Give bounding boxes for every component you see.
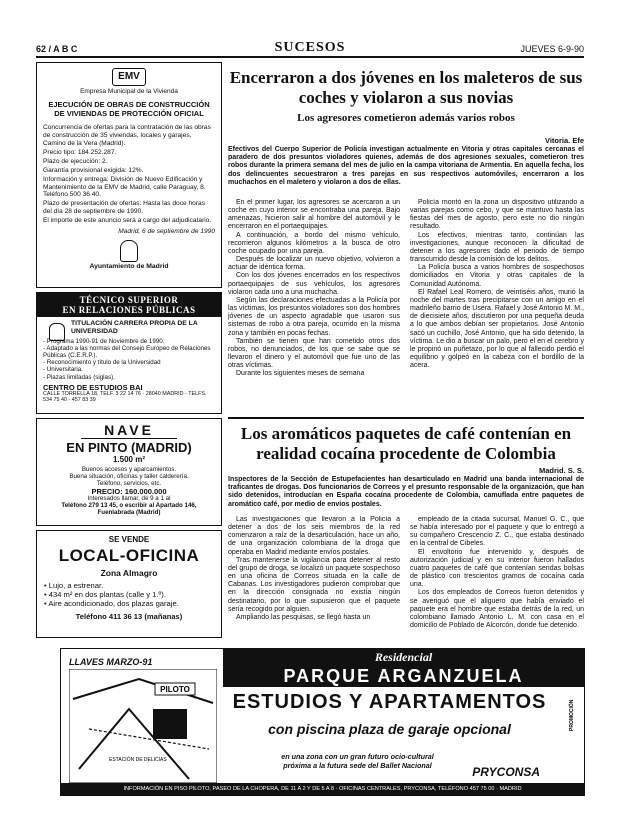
article2-headline: Los aromáticos paquetes de café contenían en realidad cocaína procedente de Colombia <box>240 424 572 463</box>
side-label <box>564 693 578 733</box>
emv-notice <box>36 62 222 288</box>
map-piloto-label: PILOTO <box>160 685 190 694</box>
emv-paragraph: Concurrencia de ofertas para la contratación de las obras de construcción de 35 viviendas, locales y garajes, Camino de la Vera (Madrid). <box>43 124 211 147</box>
nave-line: Teléfono, servicios, etc. <box>96 480 162 488</box>
tecnico-center: CENTRO DE ESTUDIOS BAI <box>43 382 143 392</box>
nave-size: 1.500 m² <box>112 455 146 464</box>
local-zone: Zona Almagro <box>100 568 158 578</box>
local-feature: • Lujo, a estrenar. <box>44 581 104 590</box>
divider <box>228 417 584 419</box>
emv-paragraph: Precio tipo: 184.252.287. <box>43 148 117 156</box>
ad-parque: PARQUE ARGANZUELA <box>223 665 584 687</box>
paragraph: A continuación, a bordo del mismo vehículo, recorrieron algunos kilómetros a la busca de otro coche ocupado por una pareja. <box>228 231 400 255</box>
paragraph: Tras mantenerse la vigilancia para detener al resto del grupo de droga, se localizó un paquete sospechoso en una oficina de Correos situada en la calle de Cabanas. Los investigadores pudieron comprobar que en la dirección consignada no existía ningún destinatario, por lo que supusieron que el paquete sería recogido por alguien. <box>228 556 400 613</box>
nave-line: Buena situación, oficinas y taller calderería. <box>69 473 189 481</box>
emv-paragraph: Información y entrega: División de Nuevo Edificación y Mantenimiento de la EMV de Madrid, calle Paraguay, 8. Teléfono 500 36 40. <box>43 175 206 199</box>
emv-paragraph: Plazo de presentación de ofertas: Hasta las doce horas del día 28 de septiembre de 1990. <box>43 200 206 216</box>
emv-footer: Ayuntamiento de Madrid <box>89 262 169 270</box>
paragraph: Con los dos jóvenes encerrados en los respectivos portaequipajes de sus vehículos, los agresores violaron cada uno a una muchacha. <box>228 272 400 296</box>
page-header <box>36 40 584 58</box>
tecnico-line: - Plazas limitadas (siglas). <box>43 373 115 381</box>
nave-contact: Teléfono 279 13 45, o escribir al Apartado 146, Fuenlabrada (Madrid) <box>61 502 197 517</box>
tecnico-ad <box>36 292 222 414</box>
emv-signature: Madrid, 6 de septiembre de 1990 <box>118 228 215 236</box>
article2-column-1 <box>228 516 400 638</box>
issue-date: JUEVES 6-9-90 <box>520 44 584 54</box>
tecnico-university: TITULACIÓN CARRERA PROPIA DE LA UNIVERSIDAD <box>71 320 198 335</box>
paragraph: empleado de la citada sucursal, Manuel G. C., que se había interesado por el paquete y que lo entregó a su compañero Crescencio Z. C., que estaba destinado en la central de Cibeles. <box>410 516 584 548</box>
article1-subhead: Los agresores cometieron además varios robos <box>297 112 515 124</box>
article2-column-2 <box>410 516 584 638</box>
ad-zona-line2: próxima a la futura sede del Ballet Nacional <box>283 760 432 770</box>
tecnico-title-line1: TÉCNICO SUPERIOR <box>79 295 179 305</box>
emv-paragraph: Garantía provisional exigida: 12%. <box>43 166 144 174</box>
nave-title: NAVE <box>81 422 177 439</box>
side-label-text: PROMOCIÓN <box>569 699 575 731</box>
paragraph: En el primer lugar, los agresores se acercaron a un coche en cuyo interior se encontraba una pareja. Bajo amenazas, hicieron salir al hombre del automóvil y le encerraron en el portaequipajes. <box>228 199 400 231</box>
article1-lead: Efectivos del Cuerpo Superior de Policía investigan actualmente en Vitoria y otras capitales cercanas el paradero de dos presuntos violadores quienes, además de dos agresiones sexuales, cometieron tres robos durante la primera semana del mes de julio en la campa vitoriana de Armentia. En aquella fecha, los dos delincuentes secuestraron a tres parejas en sus respectivos automóviles, encerraron a los muchachos en el maletero y violaron a dos de ellas. <box>228 146 584 186</box>
paragraph: La Policía busca a varios hombres de sospechosos domiciliados en Vitoria y otras capitales de la Comunidad Autónoma. <box>410 264 584 288</box>
ad-llaves: LLAVES MARZO-91 <box>69 657 153 667</box>
emv-title: EJECUCIÓN DE OBRAS DE CONSTRUCCIÓN DE VIVIENDAS DE PROTECCIÓN OFICIAL <box>48 100 210 118</box>
emv-paragraph: El importe de este anuncio será a cargo del adjudicatario. <box>43 217 212 225</box>
emv-logo: EMV <box>112 68 146 86</box>
paragraph: Durante los siguientes meses de semana <box>236 370 365 378</box>
parque-arganzuela-ad <box>60 648 585 796</box>
tecnico-address: CALLE TORRELLA 18, TELF. 3 22 14 76 · 28040 MADRID - TELFS. 534 75 40 - 457 83 39 <box>43 391 207 404</box>
tecnico-line: - Reconocimiento y título de la Universidad <box>43 359 161 367</box>
local-feature: • Aire acondicionado, dos plazas garaje. <box>44 599 179 608</box>
ad-zona <box>251 753 464 770</box>
paragraph: Después de localizar un nuevo objetivo, volvieron a actuar de idéntica forma. <box>228 256 400 272</box>
paragraph: Policía montó en la zona un dispositivo utilizando a varias parejas como cebo, y que se mantuvo hasta las fiestas del mes de agosto, pero este no dio ningún resultado. <box>410 199 584 231</box>
nave-price: PRECIO: 160.000.000 <box>91 486 167 496</box>
location-map <box>69 669 217 783</box>
local-feature: • 434 m² en dos plantas (calle y 1.º). <box>44 590 166 599</box>
nave-ad <box>36 418 222 526</box>
nave-location: EN PINTO (MADRID) <box>66 440 192 455</box>
local-title: LOCAL-OFICINA <box>58 546 200 565</box>
ad-piscina: con piscina plaza de garaje opcional <box>268 721 511 737</box>
pryconsa-logo: PRYCONSA <box>472 765 540 779</box>
paragraph: Los efectivos, mientras tanto, continúan las investigaciones, aunque reconocen la dificultad de detener a los agresores dado el periodo de tiempo transcurrido desde la comisión de los delitos. <box>410 231 584 264</box>
nave-line: Interesados llamar, de 9 a 1 al <box>87 494 171 502</box>
page-number: 62 / A B C <box>36 44 78 54</box>
paragraph: El envoltorio fue intervenido y, después de autorización judicial y en su interior fueron hallados cuatro paquetes de café que contenían sendas bolsas de plástico con trescientos gramos de cocaína cada una. <box>410 548 584 589</box>
tecnico-line: - Adaptado a las normas del Consejo Europeo de Relaciones Públicas (C.E.R.P.). <box>43 344 211 359</box>
local-features <box>44 581 214 608</box>
ad-footer: INFORMACIÓN EN PISO PILOTO, PASEO DE LA CHOPERA, DE 11 A 2 Y DE 5 A 8 · OFICINAS CENTRALES, PRYCONSA, TELÉFONO 457 75 00 · MADRID <box>61 783 584 795</box>
local-phone: Teléfono 411 36 13 (mañanas) <box>75 612 183 621</box>
article1-column-2 <box>410 199 584 413</box>
article1-column-1 <box>228 199 400 413</box>
paragraph: Los dos empleados de Correos fueron detenidos y se averiguó que el aliguero que había enviado el paquete era el hombre que estaba detrás de la red, un colombiano llamado Antonio L. M. con casa en el domicilio de Poblado de Alcorcón, donde fue detenido. <box>410 589 584 630</box>
article1-headline: Encerraron a dos jóvenes en los maleteros de sus coches y violaron a sus novias <box>229 68 583 107</box>
article2-lead: Inspectores de la Sección de Estupefacientes han desarticulado en Madrid una banda internacional de traficantes de drogas. Dos funcionarios de Correos y el presunto responsable de la organización, que han sido detenidos, introducían en España cocaína procedente de Colombia, camuflada entre paquetes de aromático café, por medio de envíos postales. <box>228 476 584 508</box>
local-ad <box>36 530 222 638</box>
emv-org: Empresa Municipal de la Vivienda <box>80 88 178 95</box>
local-kicker: SE VENDE <box>108 535 150 544</box>
map-station-label: ESTACIÓN DE DELICIAS <box>109 757 167 763</box>
madrid-crest-icon <box>120 240 138 262</box>
nave-line: Buenos accesos y aparcamientos. <box>81 466 177 473</box>
ad-zona-line1: en una zona con un gran futuro ocio-cultural <box>281 752 434 761</box>
tecnico-title-line2: EN RELACIONES PÚBLICAS <box>62 305 196 315</box>
section-title: SUCESOS <box>274 40 346 55</box>
tecnico-line: - Programa 1990-91 de Noviembre de 1990. <box>43 337 165 345</box>
map-building <box>153 709 187 739</box>
paragraph: Las investigaciones que llevaron a la Policía a detener a dos de los seis miembros de la red comenzaron a raíz de la desarticulación, hace un año, de una organización colombiana de la droga que operaba en Madrid mediante envíos postales. <box>228 516 400 556</box>
paragraph: El Rafael Leal Romero, de veintiséis años, murió la noche del martes tras precipitarse con un amigo en el madrileño barrio de Usera. Rafael y José Antonio M. M., de diecisiete años, discutieron por una pequeña deuda a lo que ambos debían ser propietarios. José Antonio sacó un cuchillo, José Antonio, que ha sido detenido, la víctima. Le dio a buscar un palo, pero el en el cerebro y le propinó un puñetazo, por lo que al fallecido perdió el equilibrio y golpeó en la cabeza con el bordillo de la acera. <box>410 288 584 370</box>
university-crest-icon <box>49 323 65 341</box>
ad-estudios: ESTUDIOS Y APARTAMENTOS <box>232 691 547 713</box>
article1-byline: Vitoria. Efe <box>544 136 584 145</box>
paragraph: También se tienen que han cometido otros dos robos, no denunciados, de los que se sabe que se llevaron el dinero y el automóvil que fue uno de las otras víctimas. <box>228 337 400 370</box>
paragraph: Ampliando las pesquisas, se llegó hasta un <box>236 613 371 621</box>
article2-byline: Madrid. S. S. <box>538 466 584 475</box>
emv-paragraph: Plazo de ejecución: 2. <box>43 157 108 165</box>
tecnico-line: - Universitaria. <box>43 366 83 374</box>
paragraph: Según las declaraciones efectuadas a la Policía por las víctimas, los presuntos violadores son dos hombres jóvenes de un aspecto agradable que usaron sus sistemas de robo a otra pareja, ocurrido en la misma zona y también en pocas fechas. <box>228 296 400 337</box>
tecnico-title <box>37 293 221 317</box>
ad-residencial: Residencial <box>223 649 584 665</box>
